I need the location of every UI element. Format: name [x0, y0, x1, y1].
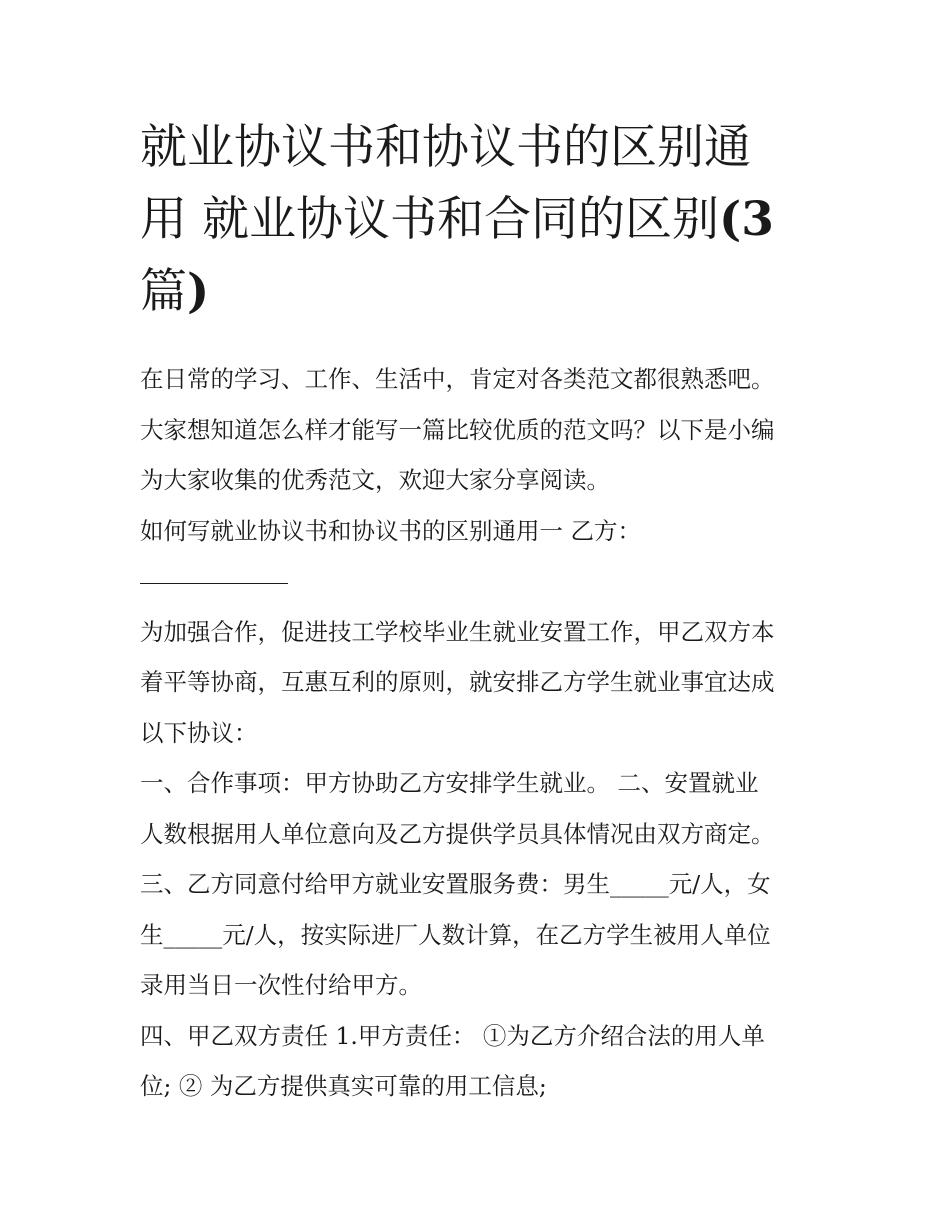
body-line: 如何写就业协议书和协议书的区别通用一 乙方： — [140, 516, 641, 545]
body-line: 录用当日一次性付给甲方。 — [140, 971, 422, 999]
document-title — [140, 112, 820, 328]
body-line: 在日常的学习、工作、生活中，肯定对各类范文都很熟悉吧。 — [140, 365, 775, 393]
blank-underline — [140, 556, 820, 607]
title-line-1: 就业协议书和协议书的区别通 — [140, 120, 751, 175]
body-line: 四、甲乙双方责任 1.甲方责任： ①为乙方介绍合法的用人单 — [140, 1021, 765, 1050]
body-line: 大家想知道怎么样才能写一篇比较优质的范文吗？以下是小编 — [140, 415, 775, 444]
title-line-2-paren: (3 — [718, 192, 774, 247]
title-line-3: 篇 — [140, 264, 187, 319]
title-line-3-paren: ) — [187, 264, 210, 319]
document-body — [140, 354, 820, 1112]
body-line: 以下协议： — [140, 718, 258, 747]
body-line: 着平等协商，互惠互利的原则，就安排乙方学生就业事宜达成 — [140, 668, 775, 696]
body-line: 为加强合作，促进技工学校毕业生就业安置工作，甲乙双方本 — [140, 617, 775, 646]
body-line: 三、乙方同意付给甲方就业安置服务费：男生_____元/人，女 — [140, 870, 771, 898]
body-line: 一、合作事项：甲方协助乙方安排学生就业。 二、安置就业 — [140, 769, 759, 797]
body-line: 人数根据用人单位意向及乙方提供学员具体情况由双方商定。 — [140, 819, 775, 848]
body-line: 位; ② 为乙方提供真实可靠的用工信息; — [140, 1072, 547, 1100]
body-line: 生_____元/人，按实际进厂人数计算，在乙方学生被用人单位 — [140, 920, 771, 949]
title-line-2: 用 就业协议书和合同的区别 — [140, 192, 719, 247]
body-line: 为大家收集的优秀范文，欢迎大家分享阅读。 — [140, 466, 610, 494]
underline-bar — [140, 583, 288, 584]
